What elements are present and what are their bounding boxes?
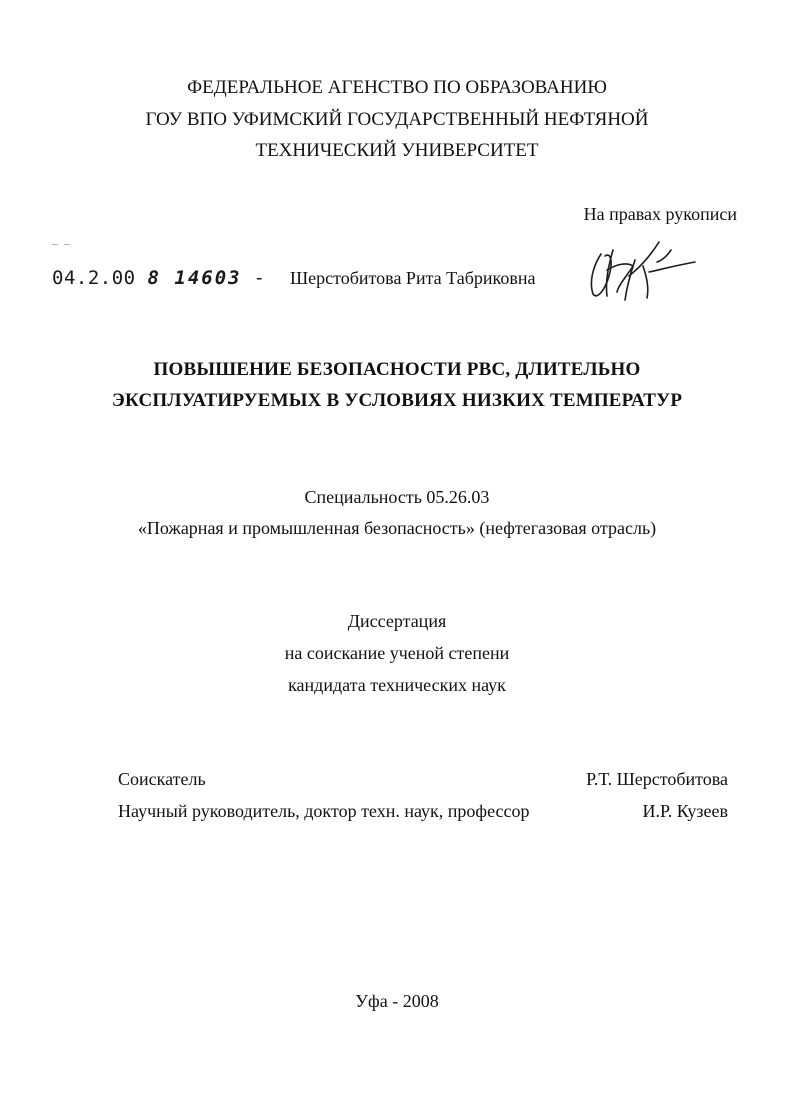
header-line-1: ФЕДЕРАЛЬНОЕ АГЕНСТВО ПО ОБРАЗОВАНИЮ [187,77,607,98]
dissertation-label: Диссертация [347,611,447,631]
thesis-title-line-1: ПОВЫШЕНИЕ БЕЗОПАСНОСТИ РВС, ДЛИТЕЛЬНО [153,359,641,380]
supervisor-role: Научный руководитель, доктор техн. наук, профессор [118,801,530,821]
thesis-title-line-2: ЭКСПЛУАТИРУЕМЫХ В УСЛОВИЯХ НИЗКИХ ТЕМПЕРАТУР [111,390,683,411]
header-line-3: ТЕХНИЧЕСКИЙ УНИВЕРСИТЕТ [255,140,539,161]
supervisor-name: И.Р. Кузеев [642,801,728,821]
signature [583,232,703,304]
stamp-number: 8 14603 [147,267,242,289]
applicant-name: Р.Т. Шерстобитова [586,769,728,789]
applicant-role: Соискатель [118,769,206,789]
specialty-name: «Пожарная и промышленная безопасность» (нефтегазовая отрасль) [137,518,657,538]
degree-line-2: кандидата технических наук [288,675,506,695]
city-year: Уфа - 2008 [355,991,439,1011]
stamp-date: 04.2.00 [52,267,136,289]
degree-line-1: на соискание ученой степени [284,643,510,663]
registration-stamp: 04.2.00 8 14603 - [52,267,266,289]
manuscript-note: На правах рукописи [583,204,737,224]
author-name: Шерстобитова Рита Табриковна [290,268,536,288]
specialty-code: Специальность 05.26.03 [304,487,490,507]
stamp-marks: ‾ ‾ [52,244,71,255]
header-line-2: ГОУ ВПО УФИМСКИЙ ГОСУДАРСТВЕННЫЙ НЕФТЯНОЙ [145,109,649,130]
